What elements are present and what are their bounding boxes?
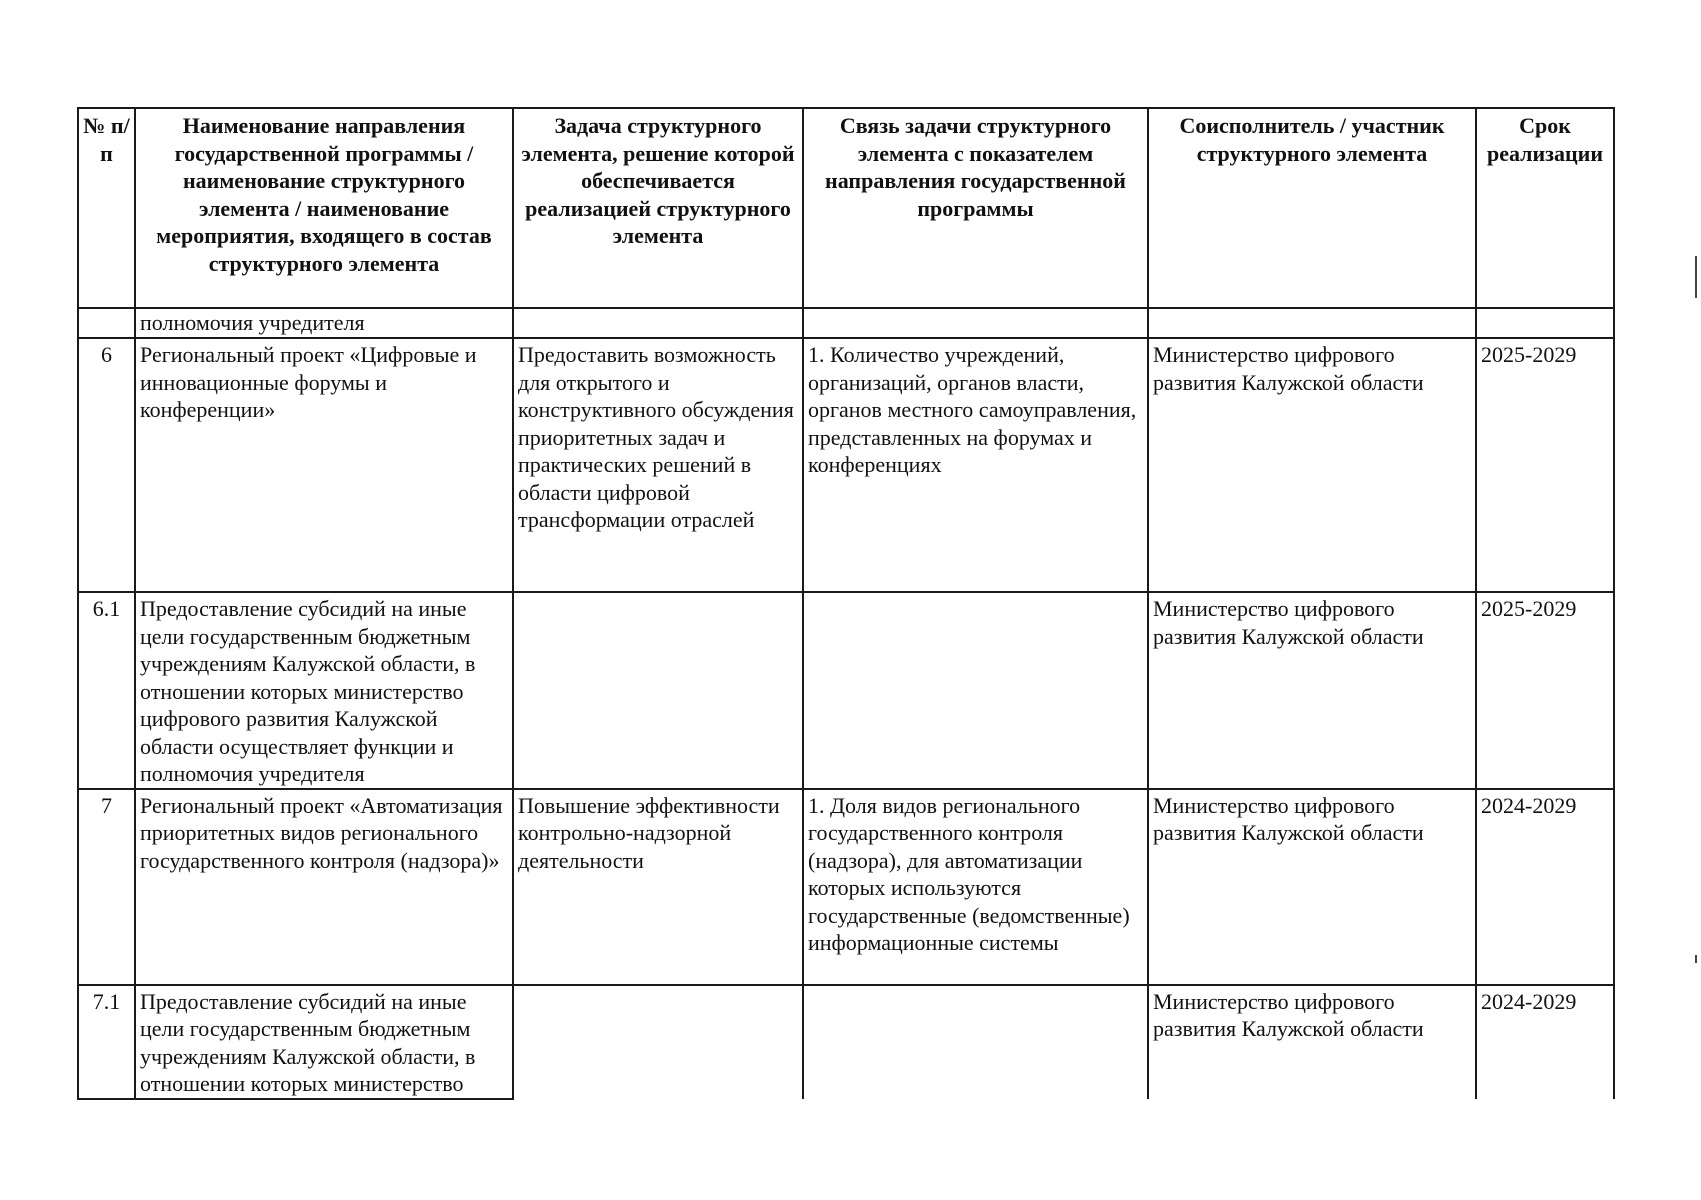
table-header-row bbox=[78, 108, 1614, 308]
header-name: Наименование направления государственной программы / наименование структурного элемента / наименование мероприятия, входящего в состав структурного элемента bbox=[135, 108, 513, 308]
cell-coexec bbox=[1148, 308, 1476, 338]
cell-term bbox=[1476, 308, 1614, 338]
cell-name: Региональный проект «Автоматизация приоритетных видов регионального государственного контроля (надзора)» bbox=[135, 789, 513, 985]
cell-name: полномочия учредителя bbox=[135, 308, 513, 338]
header-link: Связь задачи структурного элемента с показателем направления государственной программы bbox=[803, 108, 1148, 308]
cell-name: Предоставление субсидий на иные цели государственным бюджетным учреждениям Калужской области, в отношении которых министерство bbox=[135, 985, 513, 1099]
table-row bbox=[78, 985, 1614, 1099]
cell-term: 2025-2029 bbox=[1476, 338, 1614, 592]
cell-coexec: Министерство цифрового развития Калужской области bbox=[1148, 592, 1476, 789]
cell-num bbox=[78, 308, 135, 338]
program-structure-table bbox=[77, 107, 1615, 1100]
table-row bbox=[78, 592, 1614, 789]
cell-num: 6.1 bbox=[78, 592, 135, 789]
cell-link bbox=[803, 308, 1148, 338]
cell-task: Повышение эффективности контрольно-надзорной деятельности bbox=[513, 789, 803, 985]
table-row bbox=[78, 338, 1614, 592]
cell-task bbox=[513, 592, 803, 789]
cell-term: 2024-2029 bbox=[1476, 789, 1614, 985]
cell-link: 1. Доля видов регионального государственного контроля (надзора), для автоматизации которых используются государственные (ведомственные) информационные системы bbox=[803, 789, 1148, 985]
scan-edge-mark bbox=[1695, 955, 1697, 963]
cell-num: 6 bbox=[78, 338, 135, 592]
cell-num: 7.1 bbox=[78, 985, 135, 1099]
header-num: № п/п bbox=[78, 108, 135, 308]
cell-link bbox=[803, 985, 1148, 1099]
cell-task: Предоставить возможность для открытого и конструктивного обсуждения приоритетных задач и практических решений в области цифровой трансформации отраслей bbox=[513, 338, 803, 592]
table-row bbox=[78, 308, 1614, 338]
cell-link: 1. Количество учреждений, организаций, органов власти, органов местного самоуправления, представленных на форумах и конференциях bbox=[803, 338, 1148, 592]
cell-term: 2024-2029 bbox=[1476, 985, 1614, 1099]
header-task: Задача структурного элемента, решение которой обеспечивается реализацией структурного элемента bbox=[513, 108, 803, 308]
header-term: Срок реализации bbox=[1476, 108, 1614, 308]
cell-coexec: Министерство цифрового развития Калужской области bbox=[1148, 985, 1476, 1099]
cell-num: 7 bbox=[78, 789, 135, 985]
table-row bbox=[78, 789, 1614, 985]
cell-link bbox=[803, 592, 1148, 789]
cell-task bbox=[513, 985, 803, 1099]
header-coexec: Соисполнитель / участник структурного элемента bbox=[1148, 108, 1476, 308]
cell-coexec: Министерство цифрового развития Калужской области bbox=[1148, 338, 1476, 592]
cell-name: Предоставление субсидий на иные цели государственным бюджетным учреждениям Калужской области, в отношении которых министерство цифрового развития Калужской области осуществляет функции и полномочия учредителя bbox=[135, 592, 513, 789]
cell-term: 2025-2029 bbox=[1476, 592, 1614, 789]
cell-coexec: Министерство цифрового развития Калужской области bbox=[1148, 789, 1476, 985]
cell-task bbox=[513, 308, 803, 338]
scan-edge-mark bbox=[1695, 256, 1697, 298]
cell-name: Региональный проект «Цифровые и инновационные форумы и конференции» bbox=[135, 338, 513, 592]
